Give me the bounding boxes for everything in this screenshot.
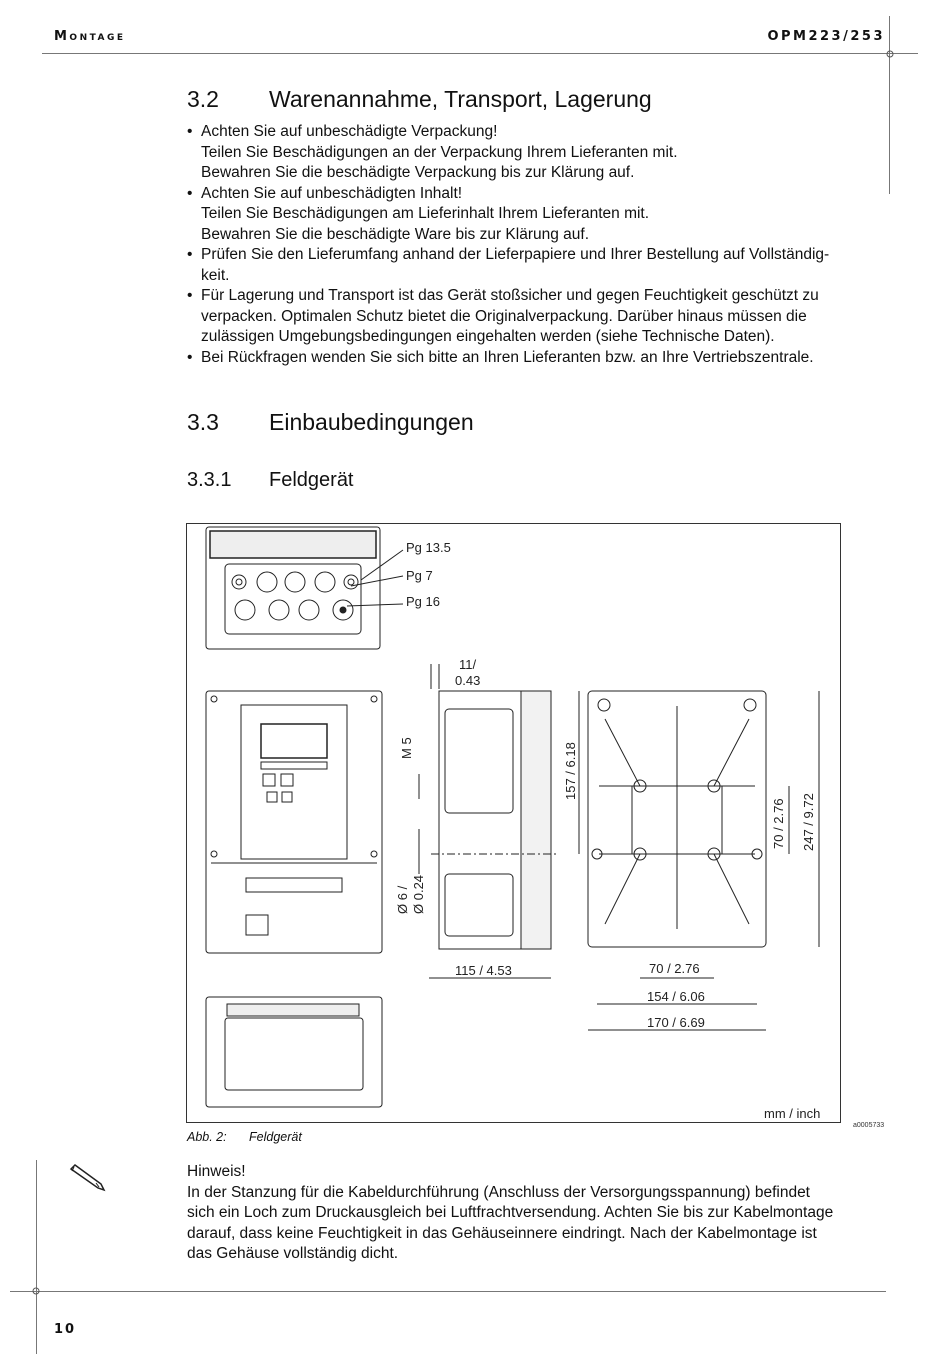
units-label: mm / inch (764, 1106, 821, 1121)
list-item-line: • Bei Rückfragen wenden Sie sich bitte an Ihren Lieferanten bzw. an Ihre Vertriebszentrale. (201, 348, 814, 366)
dim-70-horiz: 70 / 2.76 (649, 961, 700, 976)
front-view-drawing (206, 691, 382, 953)
list-item-line: • Achten Sie auf unbeschädigte Verpackung! (201, 123, 498, 140)
dim-154: 154 / 6.06 (647, 989, 705, 1004)
dim-157: 157 / 6.18 (563, 742, 578, 800)
header-section-title: Montage (54, 29, 126, 44)
list-item (187, 348, 887, 369)
dim-d0-24: Ø 0.24 (411, 874, 426, 914)
section-title: Einbaubedingungen (269, 409, 474, 435)
figure-caption (187, 1130, 302, 1144)
dim-70-vert: 70 / 2.76 (771, 798, 786, 849)
bottom-view-drawing (206, 997, 382, 1107)
label-pg16: Pg 16 (406, 594, 440, 609)
dim-0-43: 0.43 (455, 673, 481, 688)
caption-label: Abb. 2: (187, 1130, 227, 1144)
section-title: Warenannahme, Transport, Lagerung (269, 86, 652, 112)
list-item (187, 245, 887, 286)
footer-crosshair (29, 1284, 43, 1298)
page-number: 10 (54, 1322, 77, 1337)
header-vertical-rule (889, 16, 890, 194)
list-item-line: keit. (201, 266, 230, 284)
list-item-line: zulässigen Umgebungsbedingungen eingehalten werden (siehe Technische Daten). (201, 328, 775, 345)
top-view-drawing (206, 527, 403, 649)
header-product: OPM223/253 (767, 29, 885, 44)
label-pg7: Pg 7 (406, 568, 433, 583)
note-vertical-rule (36, 1160, 37, 1354)
rear-view-drawing (588, 691, 766, 947)
note-line: In der Stanzung für die Kabeldurchführung (Anschluss der Versorgungsspannung) befindet (187, 1183, 810, 1201)
dim-115: 115 / 4.53 (455, 963, 512, 978)
section-3-3-heading (187, 409, 474, 436)
caption-text: Feldgerät (249, 1130, 302, 1144)
header-crosshair (883, 47, 897, 61)
list-item-line: verpacken. Optimalen Schutz bietet die Originalverpackung. Darüber hinaus müssen die (201, 307, 807, 325)
footer-rule (10, 1291, 886, 1292)
list-item (187, 184, 887, 246)
note-line: das Gehäuse vollständig dicht. (187, 1245, 399, 1262)
figure-field-device-drawing (186, 523, 841, 1123)
list-item-line: Teilen Sie Beschädigungen am Lieferinhalt Ihrem Lieferanten mit. (201, 205, 650, 222)
section-title: Feldgerät (269, 469, 354, 491)
dim-d6: Ø 6 / (395, 885, 410, 914)
section-3-3-1-heading (187, 469, 354, 492)
list-item (187, 122, 887, 184)
dim-170: 170 / 6.69 (647, 1015, 705, 1030)
note-line: darauf, dass keine Feuchtigkeit in das Gehäuseinnere eindringt. Nach der Kabelmontage ist (187, 1224, 817, 1242)
dim-11: 11/ (459, 657, 477, 672)
list-item (187, 286, 887, 348)
note-title: Hinweis! (187, 1163, 246, 1180)
section-number: 3.3 (187, 409, 219, 435)
list-item-line: • Achten Sie auf unbeschädigten Inhalt! (201, 184, 463, 202)
list-item-line: Bewahren Sie die beschädigte Verpackung bis zur Klärung auf. (201, 164, 635, 181)
section-3-2-heading (187, 86, 652, 113)
label-pg13-5: Pg 13.5 (406, 540, 451, 555)
side-view-drawing (431, 664, 559, 949)
dim-m5: M 5 (399, 737, 414, 759)
bullet-list (187, 122, 887, 368)
note-box (187, 1162, 887, 1265)
header-rule (42, 53, 918, 54)
list-item-line: Teilen Sie Beschädigungen an der Verpackung Ihrem Lieferanten mit. (201, 143, 678, 161)
section-number: 3.2 (187, 86, 219, 112)
list-item-line: • Prüfen Sie den Lieferumfang anhand der Lieferpapiere und Ihrer Bestellung auf Vollständig- (201, 246, 830, 263)
section-number: 3.3.1 (187, 469, 232, 491)
pencil-icon (68, 1163, 108, 1193)
list-item-line: • Für Lagerung und Transport ist das Gerät stoßsicher und gegen Feuchtigkeit geschützt zu (201, 287, 819, 304)
figure-code: a0005733 (853, 1122, 885, 1129)
list-item-line: Bewahren Sie die beschädigte Ware bis zur Klärung auf. (201, 225, 590, 243)
note-line: sich ein Loch zum Druckausgleich bei Luftfrachtversendung. Achten Sie bis zur Kabelmontage (187, 1204, 834, 1221)
dim-247: 247 / 9.72 (801, 793, 816, 851)
